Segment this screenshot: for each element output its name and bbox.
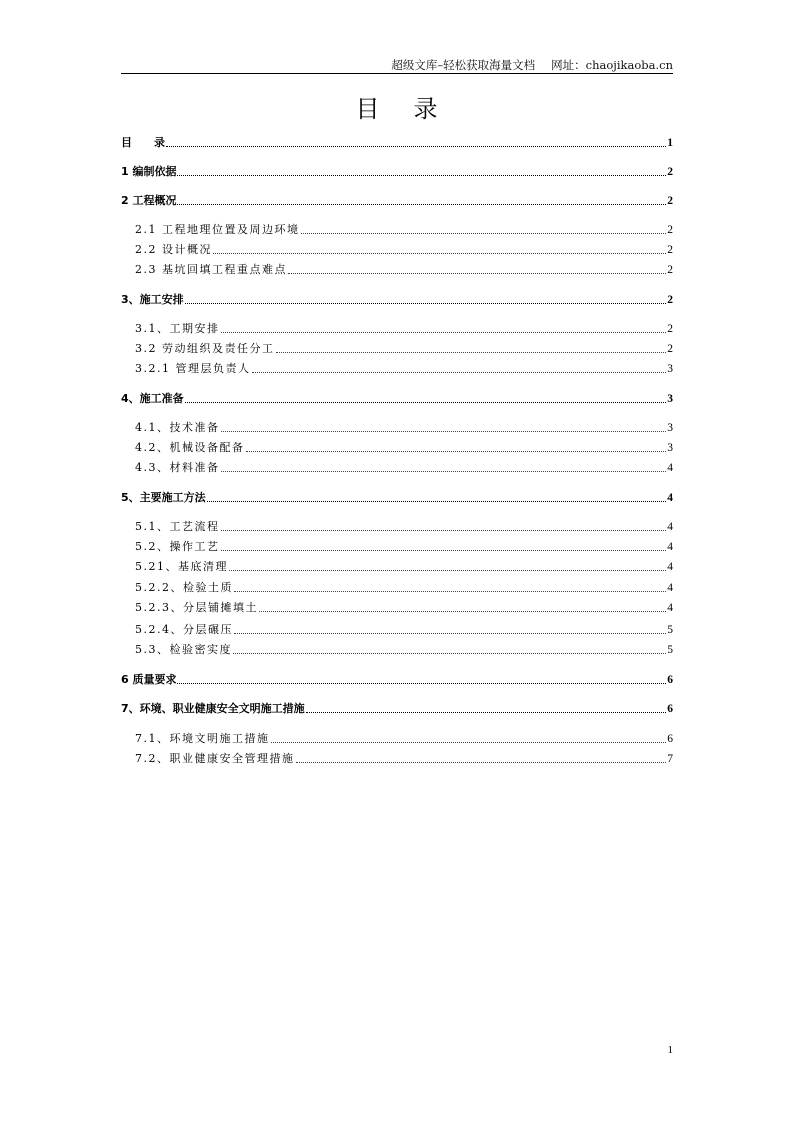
toc-entry-page: 2 (667, 195, 673, 207)
toc-entry-page: 4 (667, 602, 673, 614)
toc-entry-text: 4.2、机械设备配备 (135, 441, 245, 454)
page-number: 1 (667, 1044, 673, 1056)
toc-entry-text: 1 编制依据 (121, 165, 177, 178)
toc-dot-leader (221, 530, 667, 531)
toc-dot-leader (213, 253, 666, 254)
toc-title-char-1: 目 (355, 95, 380, 123)
header-url: 网址：chaojikaoba.cn (551, 58, 673, 72)
toc-entry-text: 7.1、环境文明施工措施 (135, 732, 270, 745)
toc-entry[interactable] (121, 489, 673, 505)
toc-title (0, 94, 793, 124)
toc-entry-text: 6 质量要求 (121, 673, 177, 686)
toc-entry-text: 3.2 劳动组织及责任分工 (135, 342, 275, 355)
toc-entry-page: 2 (667, 264, 673, 276)
toc-dot-leader (185, 402, 667, 403)
toc-entry[interactable] (121, 579, 673, 595)
toc-entry[interactable] (121, 419, 673, 435)
toc-dot-leader (296, 762, 667, 763)
toc-entry-page: 4 (667, 521, 673, 533)
toc-entry-text: 4.3、材料准备 (135, 461, 220, 474)
header-rule (121, 73, 673, 74)
toc-entry-page: 2 (667, 244, 673, 256)
toc-entry-text: 5.2、操作工艺 (135, 540, 220, 553)
toc-entry[interactable] (121, 360, 673, 376)
toc-entry-text: 3.2.1 管理层负责人 (135, 362, 251, 375)
toc-entry[interactable] (121, 291, 673, 307)
toc-entry[interactable] (121, 621, 673, 637)
toc-entry-page: 1 (667, 137, 673, 149)
toc-entry-page: 7 (667, 753, 673, 765)
toc-entry[interactable] (121, 538, 673, 554)
toc-dot-leader (221, 471, 667, 472)
toc-entry-page: 2 (667, 166, 673, 178)
toc-dot-leader (221, 550, 667, 551)
toc-entry-page: 6 (667, 703, 673, 715)
toc-entry-page: 5 (667, 644, 673, 656)
toc-entry-page: 4 (667, 541, 673, 553)
toc-dot-leader (177, 683, 666, 684)
toc-entry-text: 3、施工安排 (121, 293, 184, 306)
toc-entry-page: 2 (667, 343, 673, 355)
toc-title-char-2: 录 (413, 95, 438, 123)
toc-dot-leader (221, 332, 667, 333)
toc-entry[interactable] (121, 439, 673, 455)
toc-dot-leader (246, 451, 667, 452)
toc-entry[interactable] (121, 320, 673, 336)
toc-dot-leader (229, 570, 666, 571)
toc-entry-text: 4.1、技术准备 (135, 421, 220, 434)
toc-dot-leader (276, 352, 667, 353)
toc-entry-text: 7、环境、职业健康安全文明施工措施 (121, 702, 305, 715)
toc-dot-leader (233, 653, 666, 654)
toc-entry[interactable] (121, 340, 673, 356)
toc-entry-page: 5 (667, 624, 673, 636)
toc-entry[interactable] (121, 221, 673, 237)
toc-entry-text: 5.3、检验密实度 (135, 643, 232, 656)
toc-entry-page: 6 (667, 733, 673, 745)
toc-entry-page: 3 (667, 393, 673, 405)
toc-entry-text: 2 工程概况 (121, 194, 177, 207)
toc-dot-leader (166, 146, 666, 147)
toc-entry[interactable] (121, 750, 673, 766)
toc-dot-leader (185, 303, 667, 304)
toc-entry-text: 5.2.2、检验土质 (135, 581, 233, 594)
toc-entry-text: 2.2 设计概况 (135, 243, 212, 256)
toc-entry-text: 4、施工准备 (121, 392, 184, 405)
toc-entry-text: 5.2.4、分层碾压 (135, 623, 233, 636)
toc-entry-text: 7.2、职业健康安全管理措施 (135, 752, 295, 765)
toc-entry[interactable] (121, 671, 673, 687)
toc-entry-text: 3.1、工期安排 (135, 322, 220, 335)
toc-entry[interactable] (121, 241, 673, 257)
toc-entry-page: 3 (667, 422, 673, 434)
toc-dot-leader (259, 611, 666, 612)
toc-entry-page: 4 (667, 561, 673, 573)
toc-entry-page: 4 (667, 582, 673, 594)
toc-dot-leader (177, 175, 666, 176)
toc-entry-page: 4 (667, 462, 673, 474)
toc-entry-text: 2.1 工程地理位置及周边环境 (135, 223, 300, 236)
toc-entry-text: 5、主要施工方法 (121, 491, 206, 504)
page-header (121, 58, 673, 72)
toc-entry-page: 6 (667, 674, 673, 686)
toc-dot-leader (271, 742, 667, 743)
toc-entry-text: 目 录 (121, 136, 165, 149)
toc-entry[interactable] (121, 599, 673, 615)
toc-entry[interactable] (121, 558, 673, 574)
toc-entry-text: 2.3 基坑回填工程重点难点 (135, 263, 287, 276)
toc-entry[interactable] (121, 700, 673, 716)
toc-entry-page: 2 (667, 323, 673, 335)
toc-entry-text: 5.2.3、分层铺摊填土 (135, 601, 258, 614)
toc-dot-leader (301, 233, 667, 234)
toc-entry-page: 3 (667, 363, 673, 375)
toc-entry[interactable] (121, 730, 673, 746)
toc-dot-leader (252, 372, 667, 373)
toc-entry[interactable] (121, 261, 673, 277)
toc-entry[interactable] (121, 163, 673, 179)
toc-dot-leader (288, 273, 666, 274)
toc-entry[interactable] (121, 459, 673, 475)
toc-dot-leader (234, 591, 666, 592)
toc-dot-leader (177, 204, 666, 205)
toc-entry[interactable] (121, 134, 673, 150)
toc-entry-text: 5.1、工艺流程 (135, 520, 220, 533)
toc-entry-page: 2 (667, 294, 673, 306)
header-site-name: 超级文库–轻松获取海量文档 (391, 58, 536, 72)
toc-dot-leader (207, 501, 667, 502)
toc-entry[interactable] (121, 641, 673, 657)
toc-entry[interactable] (121, 390, 673, 406)
toc-dot-leader (221, 431, 667, 432)
toc-dot-leader (234, 633, 666, 634)
toc-entry-page: 3 (667, 442, 673, 454)
toc-entry[interactable] (121, 518, 673, 534)
toc-entry-page: 2 (667, 224, 673, 236)
toc-entry-text: 5.21、基底清理 (135, 560, 228, 573)
toc-dot-leader (306, 712, 667, 713)
toc-entry[interactable] (121, 192, 673, 208)
toc-entry-page: 4 (667, 492, 673, 504)
